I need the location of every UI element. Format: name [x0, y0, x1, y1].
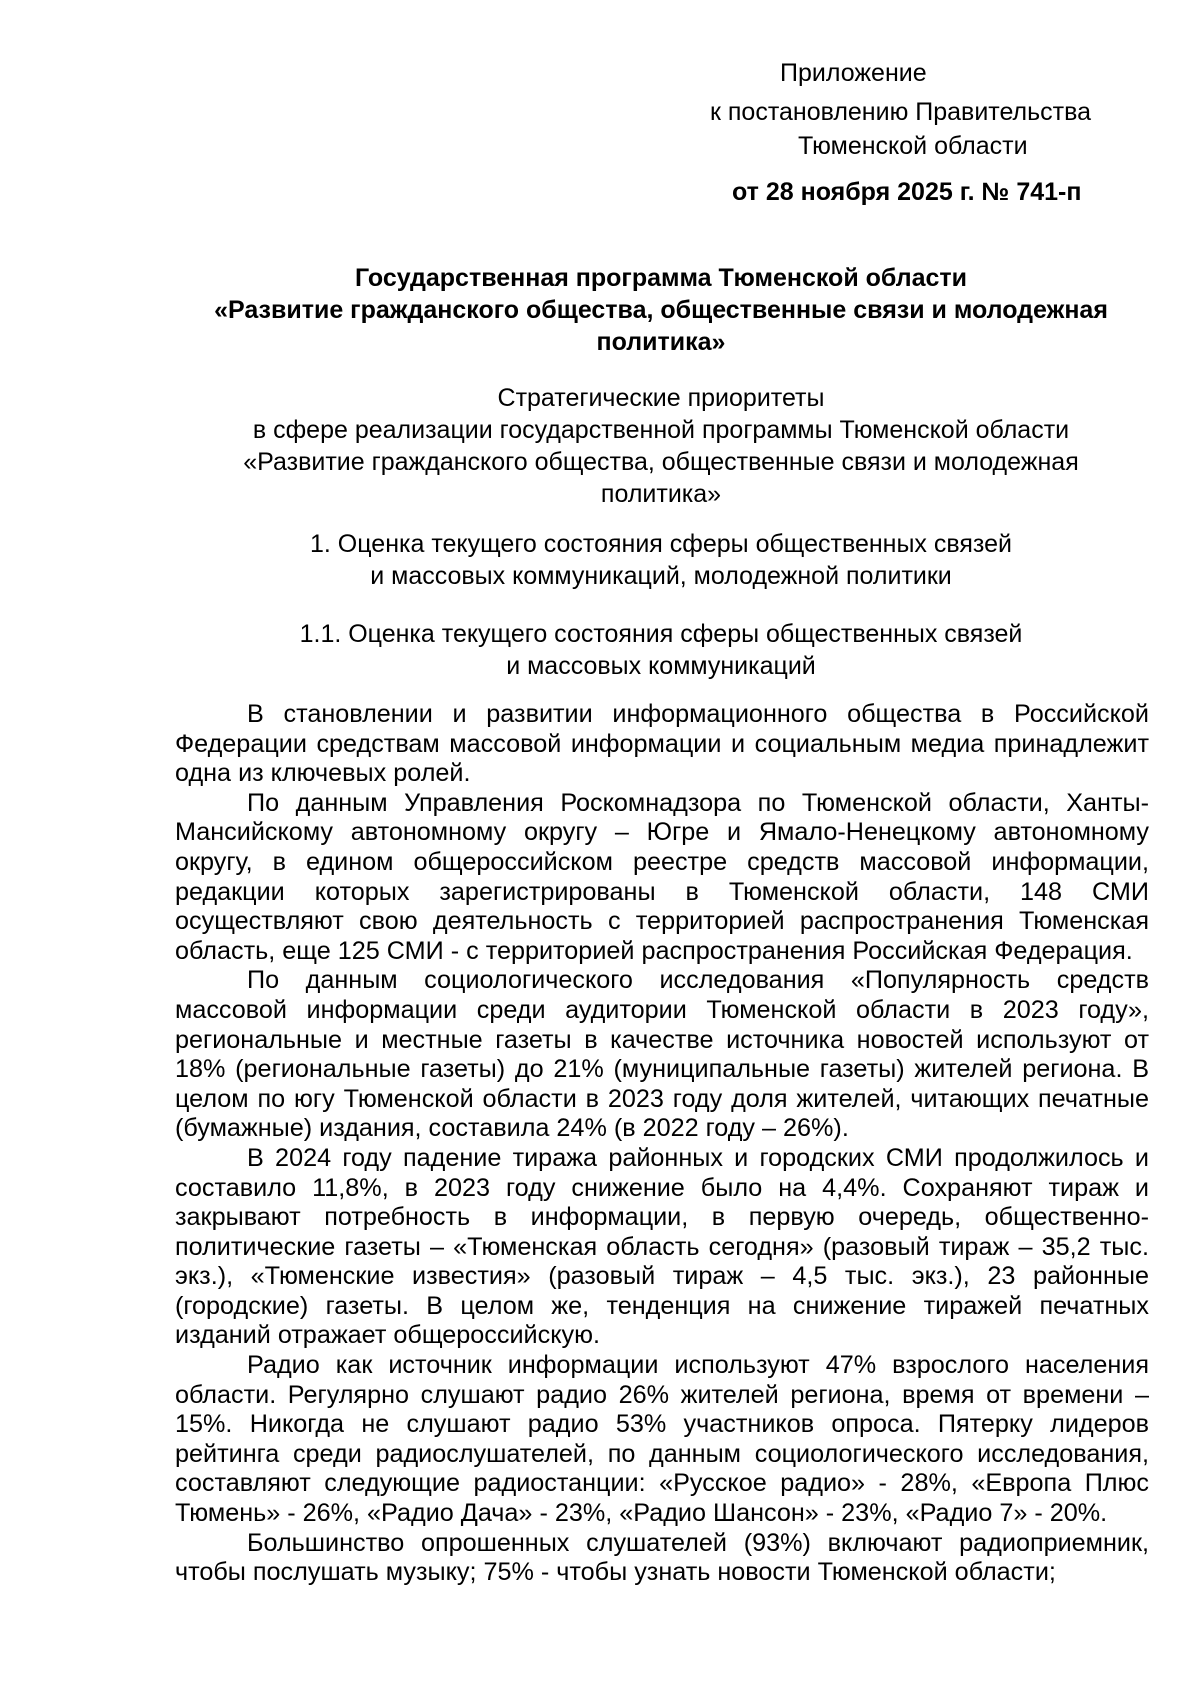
strategic-priorities-line-4: политика»	[600, 480, 722, 508]
program-title-line-3: политика»	[596, 328, 726, 356]
section-1-heading	[176, 528, 1146, 592]
appendix-date-number: от 28 ноября 2025 г. № 741-п	[732, 178, 1082, 206]
appendix-resolution-line: к постановлению Правительства	[710, 98, 1092, 126]
section-1-1-heading	[176, 618, 1146, 682]
program-title-line-1: Государственная программа Тюменской области	[354, 264, 968, 292]
paragraph: Большинство опрошенных слушателей (93%) включают радиоприемник, чтобы послушать музыку; 75% - чтобы узнать новости Тюменской области;	[175, 1528, 1149, 1587]
program-title	[176, 262, 1146, 358]
strategic-priorities-line-2: в сфере реализации государственной программы Тюменской области	[252, 416, 1070, 444]
appendix-region-line: Тюменской области	[798, 132, 1028, 160]
section-1-1-heading-line-2: и массовых коммуникаций	[506, 652, 816, 680]
section-1-heading-line-2: и массовых коммуникаций, молодежной политики	[370, 562, 952, 590]
program-title-line-2: «Развитие гражданского общества, общественные связи и молодежная	[214, 296, 1108, 324]
appendix-label: Приложение	[780, 59, 927, 87]
section-1-heading-line-1: 1. Оценка текущего состояния сферы общественных связей	[310, 530, 1012, 558]
body-text	[175, 700, 1149, 1588]
paragraph: По данным социологического исследования «Популярность средств массовой информации среди аудитории Тюменской области в 2023 году», региональные и местные газеты в качестве источника новостей используют от 18% (региональные газеты) до 21% (муниципальные газеты) жителей региона. В целом по югу Тюменской области в 2023 году доля жителей, читающих печатные (бумажные) издания, составила 24% (в 2022 году – 26%).	[175, 966, 1149, 1143]
paragraph: Радио как источник информации используют 47% взрослого населения области. Регулярно слушают радио 26% жителей региона, время от времени – 15%. Никогда не слушают радио 53% участников опроса. Пятерку лидеров рейтинга среди радиослушателей, по данным социологического исследования, составляют следующие радиостанции: «Русское радио» - 28%, «Европа Плюс Тюмень» - 26%, «Радио Дача» - 23%, «Радио Шансон» - 23%, «Радио 7» - 20%.	[175, 1351, 1149, 1528]
strategic-priorities-heading	[176, 382, 1146, 510]
paragraph: В 2024 году падение тиража районных и городских СМИ продолжилось и составило 11,8%, в 2023 году снижение было на 4,4%. Сохраняют тираж и закрывают потребность в информации, в первую очередь, общественно-политические газеты – «Тюменская область сегодня» (разовый тираж – 35,2 тыс. экз.), «Тюменские известия» (разовый тираж – 4,5 тыс. экз.), 23 районные (городские) газеты. В целом же, тенденция на снижение тиражей печатных изданий отражает общероссийскую.	[175, 1143, 1149, 1350]
strategic-priorities-line-3: «Развитие гражданского общества, общественные связи и молодежная	[243, 448, 1079, 476]
paragraph: В становлении и развитии информационного общества в Российской Федерации средствам массовой информации и социальным медиа принадлежит одна из ключевых ролей.	[175, 700, 1149, 788]
appendix-header	[680, 56, 1140, 209]
section-1-1-heading-line-1: 1.1. Оценка текущего состояния сферы общественных связей	[299, 620, 1023, 648]
strategic-priorities-line-1: Стратегические приоритеты	[497, 384, 825, 412]
paragraph: По данным Управления Роскомнадзора по Тюменской области, Ханты-Мансийскому автономному округу – Югре и Ямало-Ненецкому автономному округу, в едином общероссийском реестре средств массовой информации, редакции которых зарегистрированы в Тюменской области, 148 СМИ осуществляют свою деятельность с территорией распространения Тюменская область, еще 125 СМИ - с территорией распространения Российская Федерация.	[175, 788, 1149, 965]
